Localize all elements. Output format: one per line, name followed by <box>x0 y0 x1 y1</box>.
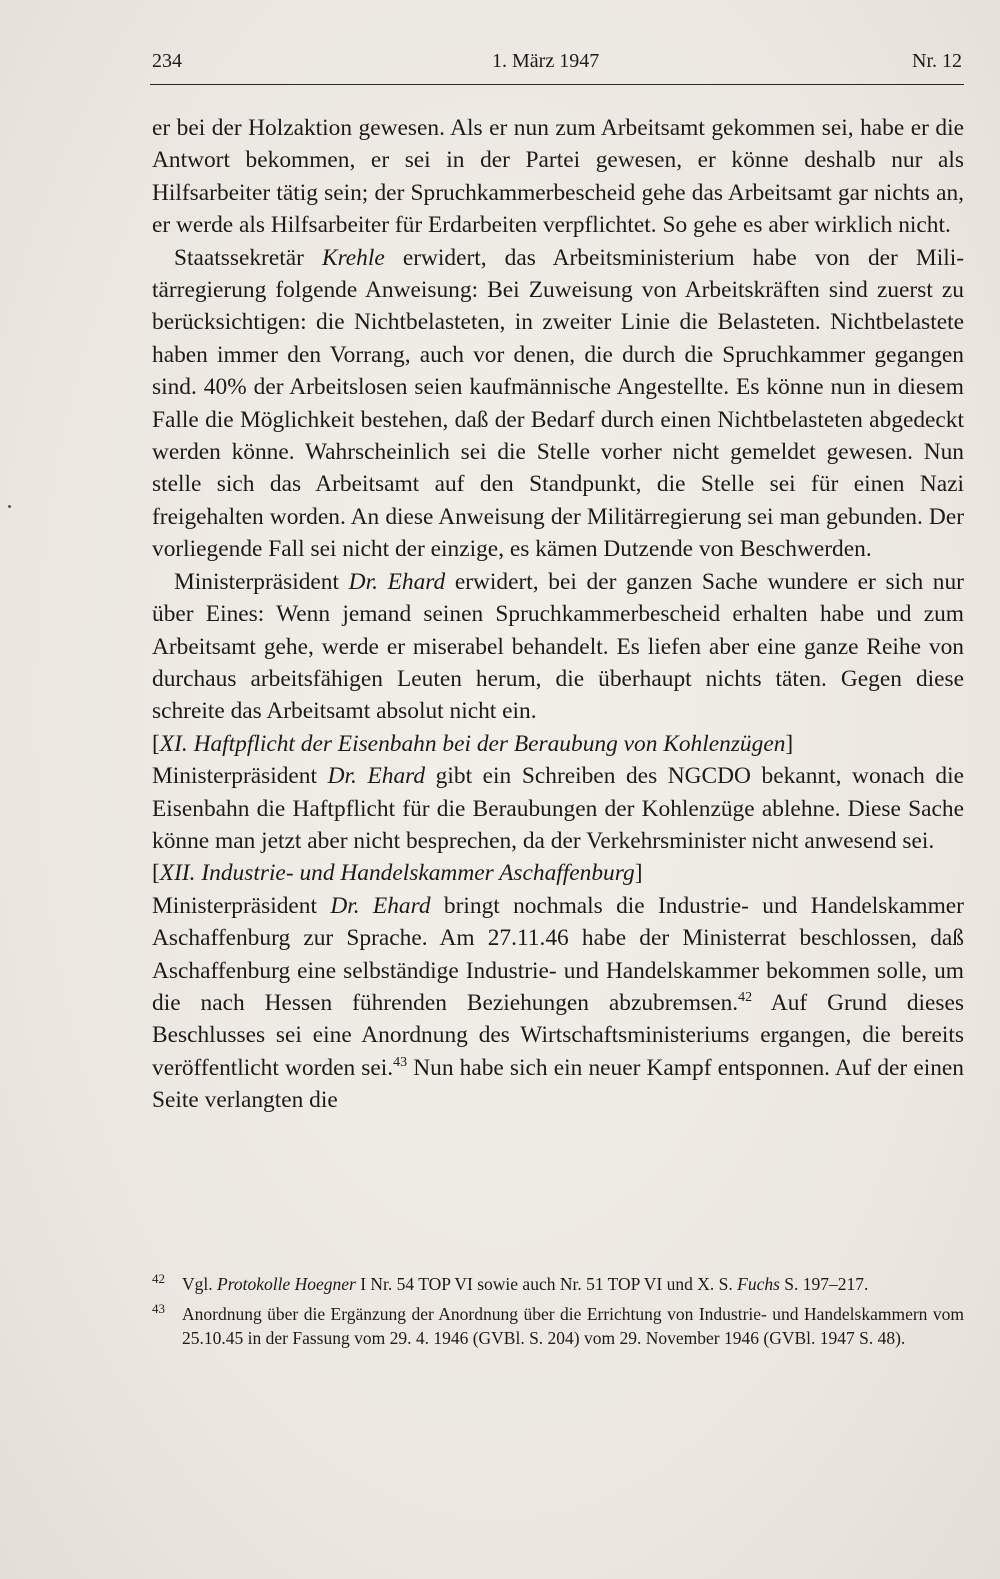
running-header <box>152 50 962 80</box>
footnote-ref-43[interactable]: 43 <box>393 1054 408 1070</box>
section-heading-xii: [XII. Industrie- und Handelskammer Aschaffenburg] <box>152 860 643 887</box>
paragraph-ehard-1: Ministerpräsident Dr. Ehard erwidert, bei der ganzen Sache wundere er sich nur über Eines: Wenn jemand seinen Spruchkammerbescheid erhalten habe und zum Arbeitsamt gehe, werde er miserabel behandelt. Es liefen aber eine ganze Reihe von durchaus arbeitsfähigen Leuten herum, die überhaupt nichts täten. Gegen diese schreite das Arbeitsamt absolut nicht ein. <box>152 568 964 725</box>
protocol-number: Nr. 12 <box>912 50 962 72</box>
footnote-42: 42 Vgl. Protokolle Hoegner I Nr. 54 TOP VI sowie auch Nr. 51 TOP VI und X. S. Fuchs S. 197–217. <box>152 1272 964 1296</box>
page-number: 234 <box>152 50 182 72</box>
footnotes <box>152 1272 964 1356</box>
section-heading-xi: [XI. Haftpflicht der Eisenbahn bei der Beraubung von Kohlenzügen] <box>152 730 794 757</box>
speaker-name: Dr. Ehard <box>330 892 431 919</box>
speaker-name: Krehle <box>321 244 385 271</box>
paragraph-continuation: er bei der Holzaktion gewesen. Als er nun zum Arbeitsamt gekommen sei, habe er die Antwort bekommen, er sei in der Partei gewesen, er könne deshalb nur als Hilfsarbeiter tätig sein; der Spruchkammerbescheid gehe das Arbeitsamt gar nichts an, er werde als Hilfsarbeiter für Erdarbeiten verpflichtet. So gehe es aber wirklich nicht. <box>152 115 964 239</box>
speaker-name: Dr. Ehard <box>348 568 446 595</box>
speaker-name: Dr. Ehard <box>327 763 426 790</box>
header-date: 1. März 1947 <box>492 50 600 72</box>
footnote-number: 43 <box>152 1301 165 1316</box>
paragraph-ehard-2: Ministerpräsident Dr. Ehard gibt ein Schreiben des NGCDO bekannt, wonach die Eisenbahn die Haftpflicht für die Beraubungen der Kohlenzüge ablehne. Diese Sache könne man jetzt aber nicht besprechen, da der Verkehrsminister nicht anwesend sei. <box>152 763 964 854</box>
footnote-number: 42 <box>152 1271 165 1286</box>
footnote-43: 43 Anordnung über die Ergänzung der Anordnung über die Errichtung von Industrie- und Handelskammern vom 25.10.45 in der Fassung vom 29. 4. 1946 (GVBl. S. 204) vom 29. November 1946 (GVBl. 1947 S. 48). <box>152 1302 964 1350</box>
main-text <box>152 112 964 1117</box>
margin-mark <box>8 505 11 508</box>
header-rule <box>150 84 964 85</box>
paragraph-ehard-3: Ministerpräsident Dr. Ehard bringt nochmals die Industrie- und Handelskammer Aschaffenburg zur Sprache. Am 27.11.46 habe der Ministerrat beschlossen, daß Aschaffenburg eine selbständige Industrie- und Handelskammer bekommen solle, um die nach Hessen führenden Beziehungen abzubremsen.$^{42}$ Auf Grund dieses Beschlusses sei eine Anordnung des Wirtschaftsministeriums ergangen, die bereits veröffentlicht worden sei.$^{43}$ Nun habe sich ein neuer Kampf entsponnen. Auf der einen Seite verlangten die <box>152 892 964 1114</box>
paragraph-krehle: Staatssekretär Krehle erwidert, das Arbeitsministerium habe von der Militärregierung folgende Anweisung: Bei Zuweisung von Arbeitskräften sind zuerst zu berücksichtigen: die Nichtbelasteten, in zweiter Linie die Belasteten. Nichtbelastete haben immer den Vorrang, auch vor denen, die durch die Spruchkammer gegangen sind. 40% der Arbeitslosen seien kaufmännische Angestellte. Es könne nun in diesem Falle die Möglichkeit bestehen, daß der Bedarf durch einen Nichtbelasteten abgedeckt werden könne. Wahrscheinlich sei die Stelle vorher nicht gemeldet gewesen. Nun stelle sich das Arbeitsamt auf den Standpunkt, die Stelle sei für einen Nazi freigehalten worden. An diese Anweisung der Militärregierung sei man gebunden. Der vorliegende Fall sei nicht der einzige, es kämen Dutzende von Beschwerden. <box>152 244 964 563</box>
footnote-ref-42[interactable]: 42 <box>738 989 753 1005</box>
